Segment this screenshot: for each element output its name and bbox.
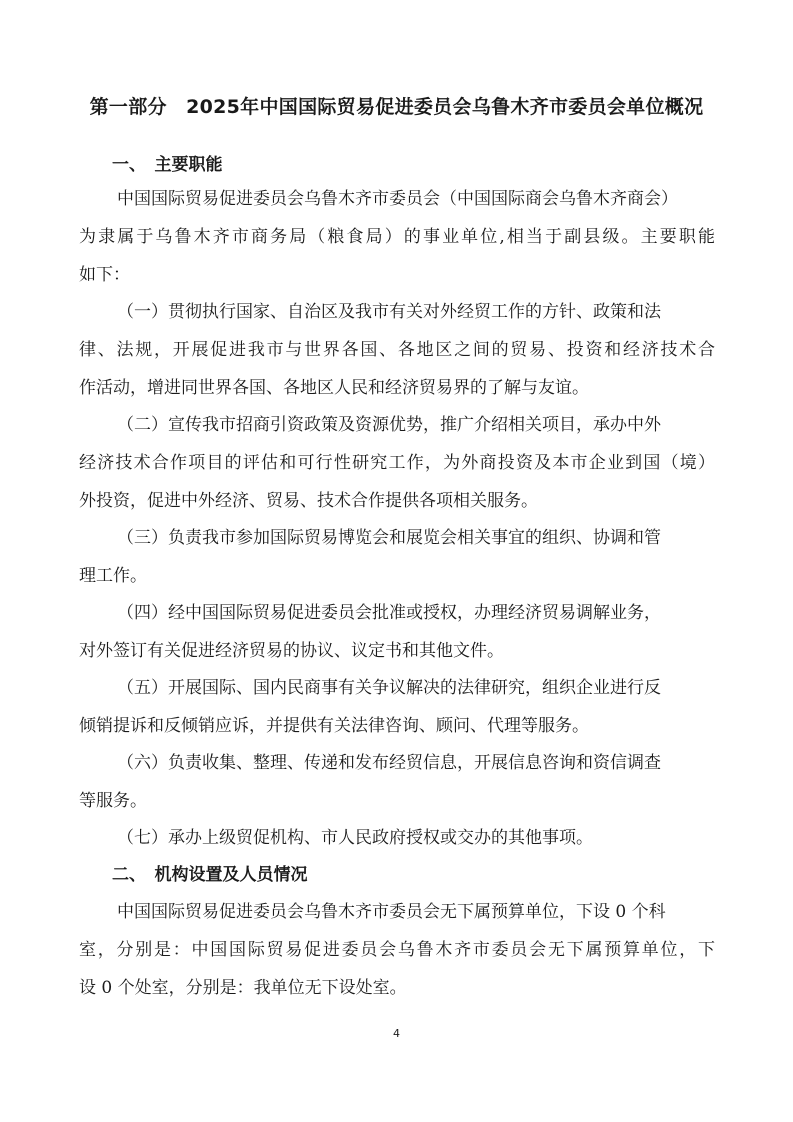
function-item-line: 作活动，增进同世界各国、各地区人民和经济贸易界的了解与友谊。 xyxy=(79,378,589,398)
function-item-line: （二）宣传我市招商引资政策及资源优势，推广介绍相关项目，承办中外 xyxy=(117,415,661,435)
function-item-line: 等服务。 xyxy=(79,791,147,811)
organization-line: 室，分别是：中国国际贸易促进委员会乌鲁木齐市委员会无下属预算单位，下 xyxy=(79,940,715,960)
function-item-line: （六）负责收集、整理、传递和发布经贸信息，开展信息咨询和资信调查 xyxy=(117,753,661,773)
function-item-line: 外投资，促进中外经济、贸易、技术合作提供各项相关服务。 xyxy=(79,491,538,511)
page-title: 第一部分 2025年中国国际贸易促进委员会乌鲁木齐市委员会单位概况 xyxy=(89,96,704,118)
organization-line: 中国国际贸易促进委员会乌鲁木齐市委员会无下属预算单位，下设 0 个科 xyxy=(117,902,666,922)
page-number: 4 xyxy=(393,1027,400,1040)
intro-line: 为隶属于乌鲁木齐市商务局（粮食局）的事业单位,相当于副县级。主要职能 xyxy=(79,227,715,247)
function-item-line: （七）承办上级贸促机构、市人民政府授权或交办的其他事项。 xyxy=(117,828,593,848)
function-item-line: 对外签订有关促进经济贸易的协议、议定书和其他文件。 xyxy=(79,641,504,661)
function-item-line: （五）开展国际、国内民商事有关争议解决的法律研究，组织企业进行反 xyxy=(117,678,661,698)
intro-line: 中国国际贸易促进委员会乌鲁木齐市委员会（中国国际商会乌鲁木齐商会） xyxy=(117,189,678,209)
section-heading-organization: 二、 机构设置及人员情况 xyxy=(112,865,308,885)
function-item-line: （四）经中国国际贸易促进委员会批准或授权，办理经济贸易调解业务， xyxy=(117,603,661,623)
function-item-line: 倾销提诉和反倾销应诉，并提供有关法律咨询、顾问、代理等服务。 xyxy=(79,716,589,736)
function-item-line: （一）贯彻执行国家、自治区及我市有关对外经贸工作的方针、政策和法 xyxy=(117,302,661,322)
function-item-line: 律、法规，开展促进我市与世界各国、各地区之间的贸易、投资和经济技术合 xyxy=(79,340,715,360)
function-item-line: （三）负责我市参加国际贸易博览会和展览会相关事宜的组织、协调和管 xyxy=(117,528,661,548)
function-item-line: 理工作。 xyxy=(79,566,147,586)
section-heading-functions: 一、 主要职能 xyxy=(112,155,223,175)
function-item-line: 经济技术合作项目的评估和可行性研究工作，为外商投资及本市企业到国（境） xyxy=(79,453,715,473)
intro-line: 如下： xyxy=(79,265,130,285)
organization-line: 设 0 个处室，分别是：我单位无下设处室。 xyxy=(79,978,407,998)
